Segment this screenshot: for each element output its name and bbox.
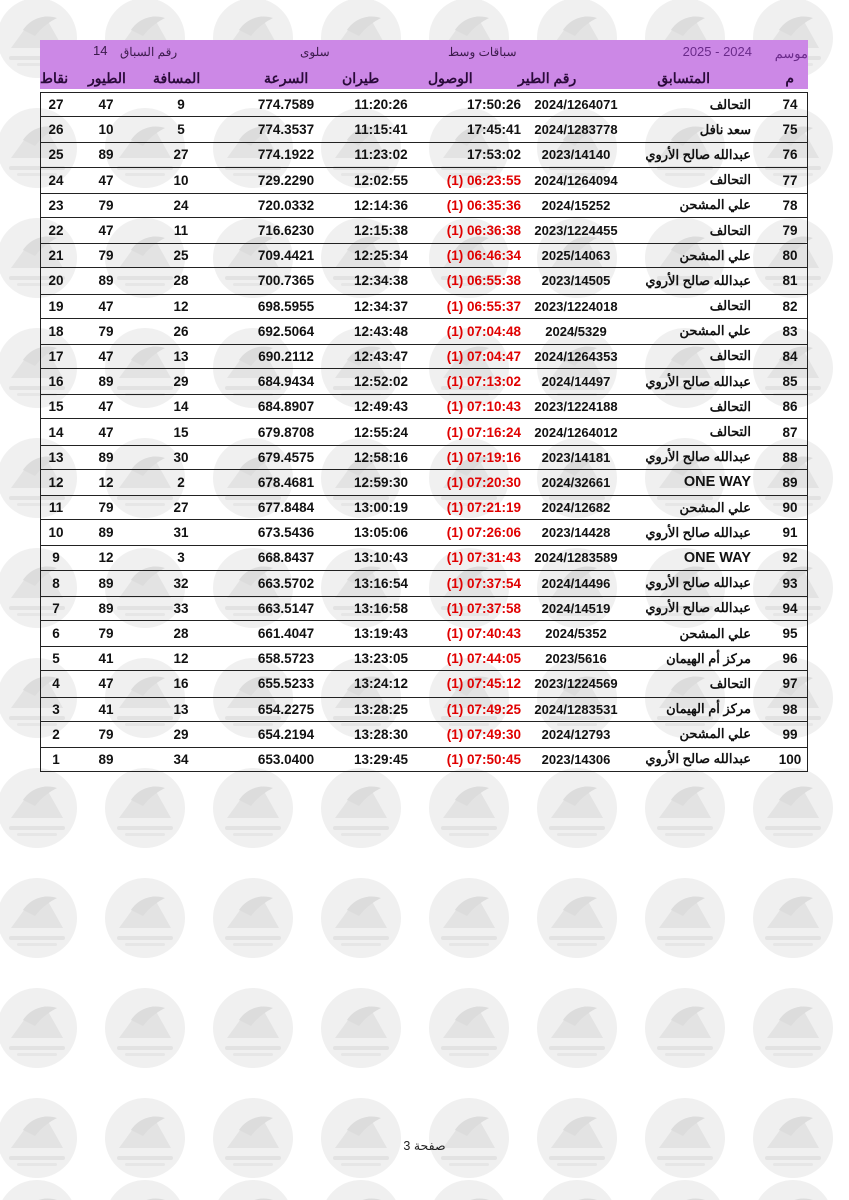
page-number: صفحة 3 — [403, 1139, 446, 1153]
speed-cell: 774.1922 — [257, 147, 315, 163]
points-cell: 6 — [52, 626, 60, 642]
rank-cell: 88 — [782, 449, 798, 465]
points-cell: 3 — [52, 701, 60, 717]
rank-cell: 75 — [782, 122, 798, 138]
flight-time-cell: 12:02:55 — [353, 172, 409, 188]
flight-time-cell: 13:05:06 — [353, 525, 409, 541]
rank-cell: 100 — [778, 751, 802, 767]
ring-number-cell: 2023/14306 — [541, 751, 611, 767]
birds-cell: 47 — [98, 172, 114, 188]
racer-name-cell: التحالف — [709, 424, 751, 440]
ring-number-cell: 2023/1224018 — [534, 298, 618, 314]
distance-cell: 3 — [177, 550, 185, 566]
season-label: موسم — [774, 46, 808, 61]
table-row — [40, 243, 808, 268]
speed-cell: 709.4421 — [257, 248, 315, 264]
table-row — [40, 394, 808, 419]
racer-name-cell: ONE WAY — [683, 549, 751, 566]
birds-cell: 12 — [98, 550, 114, 566]
points-cell: 19 — [48, 298, 64, 314]
col-header-ring: رقم الطير — [518, 70, 577, 86]
flight-time-cell: 13:29:45 — [353, 751, 409, 767]
arrival-time-cell: (1) 06:46:34 — [446, 248, 521, 264]
table-row — [40, 697, 808, 722]
arrival-time-cell: 17:50:26 — [466, 97, 521, 113]
ring-number-cell: 2023/1224455 — [534, 223, 618, 239]
table-row — [40, 193, 808, 218]
flight-time-cell: 12:25:34 — [353, 248, 409, 264]
flight-time-cell: 11:15:41 — [354, 122, 408, 138]
arrival-time-cell: (1) 07:37:58 — [446, 600, 521, 616]
points-cell: 21 — [48, 248, 64, 264]
racer-name-cell: عبدالله صالح الأروي — [645, 751, 751, 767]
speed-cell: 700.7365 — [257, 273, 315, 289]
ring-number-cell: 2024/1264071 — [534, 97, 618, 113]
arrival-time-cell: (1) 07:04:47 — [446, 348, 521, 364]
birds-cell: 79 — [98, 323, 114, 339]
table-row — [40, 92, 808, 117]
ring-number-cell: 2023/5616 — [545, 651, 607, 667]
table-row — [40, 495, 808, 520]
arrival-time-cell: (1) 07:44:05 — [446, 651, 521, 667]
points-cell: 14 — [48, 424, 64, 440]
birds-cell: 41 — [98, 651, 114, 667]
ring-number-cell: 2024/1283531 — [534, 701, 618, 717]
ring-number-cell: 2024/1283589 — [534, 550, 618, 566]
table-row — [40, 596, 808, 621]
points-cell: 13 — [48, 449, 64, 465]
ring-number-cell: 2023/1224188 — [534, 399, 618, 415]
speed-cell: 653.0400 — [257, 751, 315, 767]
birds-cell: 41 — [98, 701, 114, 717]
ring-number-cell: 2024/12682 — [541, 500, 611, 516]
rank-cell: 93 — [782, 575, 798, 591]
speed-cell: 658.5723 — [257, 651, 315, 667]
col-header-birds: الطيور — [88, 70, 126, 86]
distance-cell: 27 — [173, 147, 189, 163]
birds-cell: 12 — [98, 474, 114, 490]
distance-cell: 10 — [173, 172, 189, 188]
col-header-flight: طيران — [342, 70, 380, 86]
distance-cell: 33 — [173, 600, 189, 616]
distance-cell: 27 — [173, 500, 189, 516]
rank-cell: 99 — [782, 726, 798, 742]
speed-cell: 678.4681 — [257, 474, 315, 490]
rank-cell: 87 — [782, 424, 798, 440]
ring-number-cell: 2023/1224569 — [534, 676, 618, 692]
birds-cell: 79 — [98, 500, 114, 516]
racer-name-cell: علي المشحن — [679, 625, 751, 641]
rank-cell: 95 — [782, 626, 798, 642]
racer-name-cell: سعد نافل — [699, 121, 751, 137]
points-cell: 15 — [48, 399, 64, 415]
birds-cell: 79 — [98, 197, 114, 213]
points-cell: 5 — [52, 651, 60, 667]
speed-cell: 673.5436 — [257, 525, 315, 541]
speed-cell: 661.4047 — [257, 626, 315, 642]
distance-cell: 30 — [173, 449, 189, 465]
points-cell: 1 — [52, 751, 60, 767]
rank-cell: 97 — [782, 676, 798, 692]
racer-name-cell: عبدالله صالح الأروي — [645, 449, 751, 465]
racer-name-cell: مركز أم الهيمان — [666, 650, 751, 666]
table-row — [40, 621, 808, 646]
speed-cell: 692.5064 — [257, 323, 315, 339]
arrival-time-cell: (1) 07:10:43 — [446, 399, 521, 415]
rank-cell: 86 — [782, 399, 798, 415]
ring-number-cell: 2024/14519 — [541, 600, 611, 616]
ring-number-cell: 2023/14428 — [541, 525, 611, 541]
ring-number-cell: 2023/14140 — [541, 147, 611, 163]
flight-time-cell: 13:24:12 — [353, 676, 409, 692]
table-row — [40, 117, 808, 142]
points-cell: 18 — [48, 323, 64, 339]
rank-cell: 74 — [782, 97, 798, 113]
distance-cell: 26 — [173, 323, 189, 339]
table-row — [40, 646, 808, 671]
flight-time-cell: 12:58:16 — [353, 449, 409, 465]
speed-cell: 720.0332 — [257, 197, 315, 213]
distance-cell: 32 — [173, 575, 189, 591]
flight-time-cell: 12:43:47 — [353, 348, 409, 364]
points-cell: 17 — [48, 348, 64, 364]
birds-cell: 89 — [98, 449, 114, 465]
birds-cell: 89 — [98, 600, 114, 616]
distance-cell: 11 — [173, 223, 189, 239]
points-cell: 9 — [52, 550, 60, 566]
arrival-time-cell: (1) 07:21:19 — [446, 500, 521, 516]
distance-cell: 13 — [173, 701, 189, 717]
rank-cell: 78 — [782, 197, 798, 213]
rank-cell: 82 — [782, 298, 798, 314]
racer-name-cell: مركز أم الهيمان — [666, 701, 751, 717]
racer-name-cell: علي المشحن — [679, 197, 751, 213]
rank-cell: 90 — [782, 500, 798, 516]
flight-time-cell: 12:49:43 — [353, 399, 409, 415]
distance-cell: 28 — [173, 273, 189, 289]
flight-time-cell: 12:43:48 — [353, 323, 409, 339]
table-row — [40, 470, 808, 495]
birds-cell: 10 — [98, 122, 114, 138]
speed-cell: 716.6230 — [257, 223, 315, 239]
flight-time-cell: 13:23:05 — [353, 651, 409, 667]
points-cell: 26 — [48, 122, 64, 138]
racer-name-cell: عبدالله صالح الأروي — [645, 373, 751, 389]
birds-cell: 89 — [98, 273, 114, 289]
ring-number-cell: 2023/14505 — [541, 273, 611, 289]
ring-number-cell: 2024/1264012 — [534, 424, 618, 440]
header-band — [40, 40, 808, 89]
rank-cell: 81 — [782, 273, 798, 289]
table-row — [40, 168, 808, 193]
ring-number-cell: 2024/12793 — [541, 726, 611, 742]
table-row — [40, 142, 808, 167]
col-header-distance: المسافة — [153, 70, 201, 86]
racer-name-cell: التحالف — [709, 298, 751, 314]
racer-name-cell: علي المشحن — [679, 499, 751, 515]
rank-cell: 80 — [782, 248, 798, 264]
arrival-time-cell: (1) 07:16:24 — [446, 424, 521, 440]
distance-cell: 12 — [173, 651, 189, 667]
flight-time-cell: 13:28:30 — [353, 726, 409, 742]
col-header-racer: المتسابق — [657, 70, 710, 86]
rank-cell: 92 — [782, 550, 798, 566]
points-cell: 24 — [48, 172, 64, 188]
birds-cell: 89 — [98, 751, 114, 767]
birds-cell: 47 — [98, 676, 114, 692]
racer-name-cell: عبدالله صالح الأروي — [645, 575, 751, 591]
birds-cell: 47 — [98, 424, 114, 440]
arrival-time-cell: (1) 07:19:16 — [446, 449, 521, 465]
table-row — [40, 268, 808, 293]
ring-number-cell: 2025/14063 — [541, 248, 611, 264]
flight-time-cell: 12:14:36 — [353, 197, 409, 213]
rank-cell: 85 — [782, 374, 798, 390]
col-header-points: نقاط — [40, 70, 69, 86]
birds-cell: 79 — [98, 626, 114, 642]
distance-cell: 29 — [173, 374, 189, 390]
flight-time-cell: 12:52:02 — [353, 374, 409, 390]
race-location: سلوى — [300, 45, 330, 59]
arrival-time-cell: (1) 07:37:54 — [446, 575, 521, 591]
speed-cell: 677.8484 — [257, 500, 315, 516]
flight-time-cell: 12:59:30 — [353, 474, 409, 490]
table-row — [40, 344, 808, 369]
ring-number-cell: 2024/1264353 — [534, 348, 618, 364]
table-row — [40, 747, 808, 772]
racer-name-cell: عبدالله صالح الأروي — [645, 272, 751, 288]
table-row — [40, 419, 808, 444]
flight-time-cell: 13:00:19 — [353, 500, 409, 516]
racer-name-cell: التحالف — [709, 348, 751, 364]
racer-name-cell: التحالف — [709, 172, 751, 188]
speed-cell: 654.2194 — [257, 726, 315, 742]
racer-name-cell: ONE WAY — [683, 474, 751, 491]
racer-name-cell: علي المشحن — [679, 323, 751, 339]
speed-cell: 684.9434 — [257, 374, 315, 390]
results-table — [40, 92, 808, 772]
race-number: 14 — [93, 43, 108, 58]
speed-cell: 654.2275 — [257, 701, 315, 717]
points-cell: 25 — [48, 147, 64, 163]
distance-cell: 14 — [173, 399, 189, 415]
rank-cell: 77 — [782, 172, 798, 188]
distance-cell: 13 — [173, 348, 189, 364]
birds-cell: 47 — [98, 348, 114, 364]
speed-cell: 684.8907 — [257, 399, 315, 415]
table-row — [40, 671, 808, 696]
rank-cell: 76 — [782, 147, 798, 163]
arrival-time-cell: (1) 07:40:43 — [446, 626, 521, 642]
arrival-time-cell: (1) 07:49:25 — [446, 701, 521, 717]
flight-time-cell: 11:20:26 — [354, 97, 408, 113]
speed-cell: 668.8437 — [257, 550, 315, 566]
racer-name-cell: التحالف — [709, 96, 751, 112]
points-cell: 8 — [52, 575, 60, 591]
arrival-time-cell: 17:53:02 — [466, 147, 521, 163]
flight-time-cell: 13:16:58 — [353, 600, 409, 616]
table-row — [40, 722, 808, 747]
racer-name-cell: التحالف — [709, 222, 751, 238]
distance-cell: 12 — [173, 298, 189, 314]
ring-number-cell: 2024/32661 — [541, 474, 611, 490]
arrival-time-cell: (1) 07:49:30 — [446, 726, 521, 742]
arrival-time-cell: 17:45:41 — [466, 122, 521, 138]
racer-name-cell: علي المشحن — [679, 726, 751, 742]
speed-cell: 690.2112 — [258, 348, 314, 364]
birds-cell: 79 — [98, 726, 114, 742]
table-row — [40, 218, 808, 243]
col-header-arrival: الوصول — [428, 70, 473, 86]
flight-time-cell: 13:28:25 — [353, 701, 409, 717]
arrival-time-cell: (1) 06:35:36 — [446, 197, 521, 213]
table-row — [40, 571, 808, 596]
arrival-time-cell: (1) 06:55:38 — [446, 273, 521, 289]
distance-cell: 2 — [177, 474, 185, 490]
birds-cell: 89 — [98, 374, 114, 390]
racer-name-cell: علي المشحن — [679, 247, 751, 263]
distance-cell: 15 — [173, 424, 189, 440]
speed-cell: 774.3537 — [257, 122, 315, 138]
table-row — [40, 545, 808, 570]
birds-cell: 47 — [98, 223, 114, 239]
ring-number-cell: 2024/1264094 — [534, 172, 618, 188]
distance-cell: 28 — [173, 626, 189, 642]
flight-time-cell: 11:23:02 — [354, 147, 408, 163]
racer-name-cell: عبدالله صالح الأروي — [645, 146, 751, 162]
distance-cell: 9 — [177, 97, 185, 113]
arrival-time-cell: (1) 07:31:43 — [446, 550, 521, 566]
arrival-time-cell: (1) 07:20:30 — [446, 474, 521, 490]
ring-number-cell: 2024/15252 — [541, 197, 611, 213]
ring-number-cell: 2024/5352 — [545, 626, 607, 642]
arrival-time-cell: (1) 06:23:55 — [446, 172, 521, 188]
birds-cell: 47 — [98, 97, 114, 113]
rank-cell: 94 — [782, 600, 798, 616]
birds-cell: 89 — [98, 147, 114, 163]
race-type: سباقات وسط — [448, 45, 517, 59]
ring-number-cell: 2024/14496 — [541, 575, 611, 591]
ring-number-cell: 2023/14181 — [541, 449, 611, 465]
flight-time-cell: 13:19:43 — [353, 626, 409, 642]
arrival-time-cell: (1) 07:26:06 — [446, 525, 521, 541]
arrival-time-cell: (1) 07:45:12 — [446, 676, 521, 692]
speed-cell: 698.5955 — [257, 298, 315, 314]
arrival-time-cell: (1) 07:04:48 — [446, 323, 521, 339]
birds-cell: 89 — [98, 525, 114, 541]
racer-name-cell: التحالف — [709, 398, 751, 414]
racer-name-cell: عبدالله صالح الأروي — [645, 524, 751, 540]
racer-name-cell: التحالف — [709, 675, 751, 691]
rank-cell: 91 — [782, 525, 798, 541]
distance-cell: 34 — [173, 751, 189, 767]
flight-time-cell: 13:16:54 — [353, 575, 409, 591]
table-row — [40, 294, 808, 319]
ring-number-cell: 2024/5329 — [545, 323, 607, 339]
distance-cell: 24 — [173, 197, 189, 213]
points-cell: 2 — [52, 726, 60, 742]
flight-time-cell: 12:55:24 — [353, 424, 409, 440]
rank-cell: 84 — [782, 348, 798, 364]
col-header-speed: السرعة — [264, 70, 309, 86]
birds-cell: 89 — [98, 575, 114, 591]
rank-cell: 79 — [782, 223, 798, 239]
points-cell: 11 — [48, 500, 64, 516]
points-cell: 12 — [48, 474, 64, 490]
col-header-num: م — [785, 70, 794, 86]
distance-cell: 25 — [173, 248, 189, 264]
rank-cell: 83 — [782, 323, 798, 339]
ring-number-cell: 2024/14497 — [541, 374, 611, 390]
birds-cell: 79 — [98, 248, 114, 264]
rank-cell: 98 — [782, 701, 798, 717]
flight-time-cell: 12:15:38 — [353, 223, 409, 239]
rank-cell: 89 — [782, 474, 798, 490]
speed-cell: 729.2290 — [257, 172, 315, 188]
race-number-label: رقم السباق — [120, 45, 178, 59]
flight-time-cell: 13:10:43 — [353, 550, 409, 566]
table-row — [40, 520, 808, 545]
rank-cell: 96 — [782, 651, 798, 667]
arrival-time-cell: (1) 07:50:45 — [446, 751, 521, 767]
racer-name-cell: عبدالله صالح الأروي — [645, 600, 751, 616]
points-cell: 20 — [48, 273, 64, 289]
arrival-time-cell: (1) 07:13:02 — [446, 374, 521, 390]
speed-cell: 679.8708 — [257, 424, 315, 440]
speed-cell: 679.4575 — [257, 449, 315, 465]
points-cell: 23 — [48, 197, 64, 213]
birds-cell: 47 — [98, 399, 114, 415]
points-cell: 4 — [52, 676, 60, 692]
flight-time-cell: 12:34:38 — [353, 273, 409, 289]
season-years: 2025 - 2024 — [682, 44, 752, 59]
points-cell: 10 — [48, 525, 64, 541]
points-cell: 27 — [48, 97, 64, 113]
distance-cell: 5 — [177, 122, 185, 138]
distance-cell: 29 — [173, 726, 189, 742]
flight-time-cell: 12:34:37 — [353, 298, 409, 314]
speed-cell: 663.5147 — [257, 600, 315, 616]
points-cell: 7 — [52, 600, 60, 616]
distance-cell: 16 — [173, 676, 189, 692]
distance-cell: 31 — [173, 525, 189, 541]
speed-cell: 655.5233 — [257, 676, 315, 692]
table-row — [40, 319, 808, 344]
points-cell: 22 — [48, 223, 64, 239]
points-cell: 16 — [48, 374, 64, 390]
table-row — [40, 445, 808, 470]
speed-cell: 663.5702 — [257, 575, 315, 591]
speed-cell: 774.7589 — [257, 97, 315, 113]
arrival-time-cell: (1) 06:36:38 — [446, 223, 521, 239]
arrival-time-cell: (1) 06:55:37 — [446, 298, 521, 314]
ring-number-cell: 2024/1283778 — [534, 122, 618, 138]
table-row — [40, 369, 808, 394]
birds-cell: 47 — [98, 298, 114, 314]
